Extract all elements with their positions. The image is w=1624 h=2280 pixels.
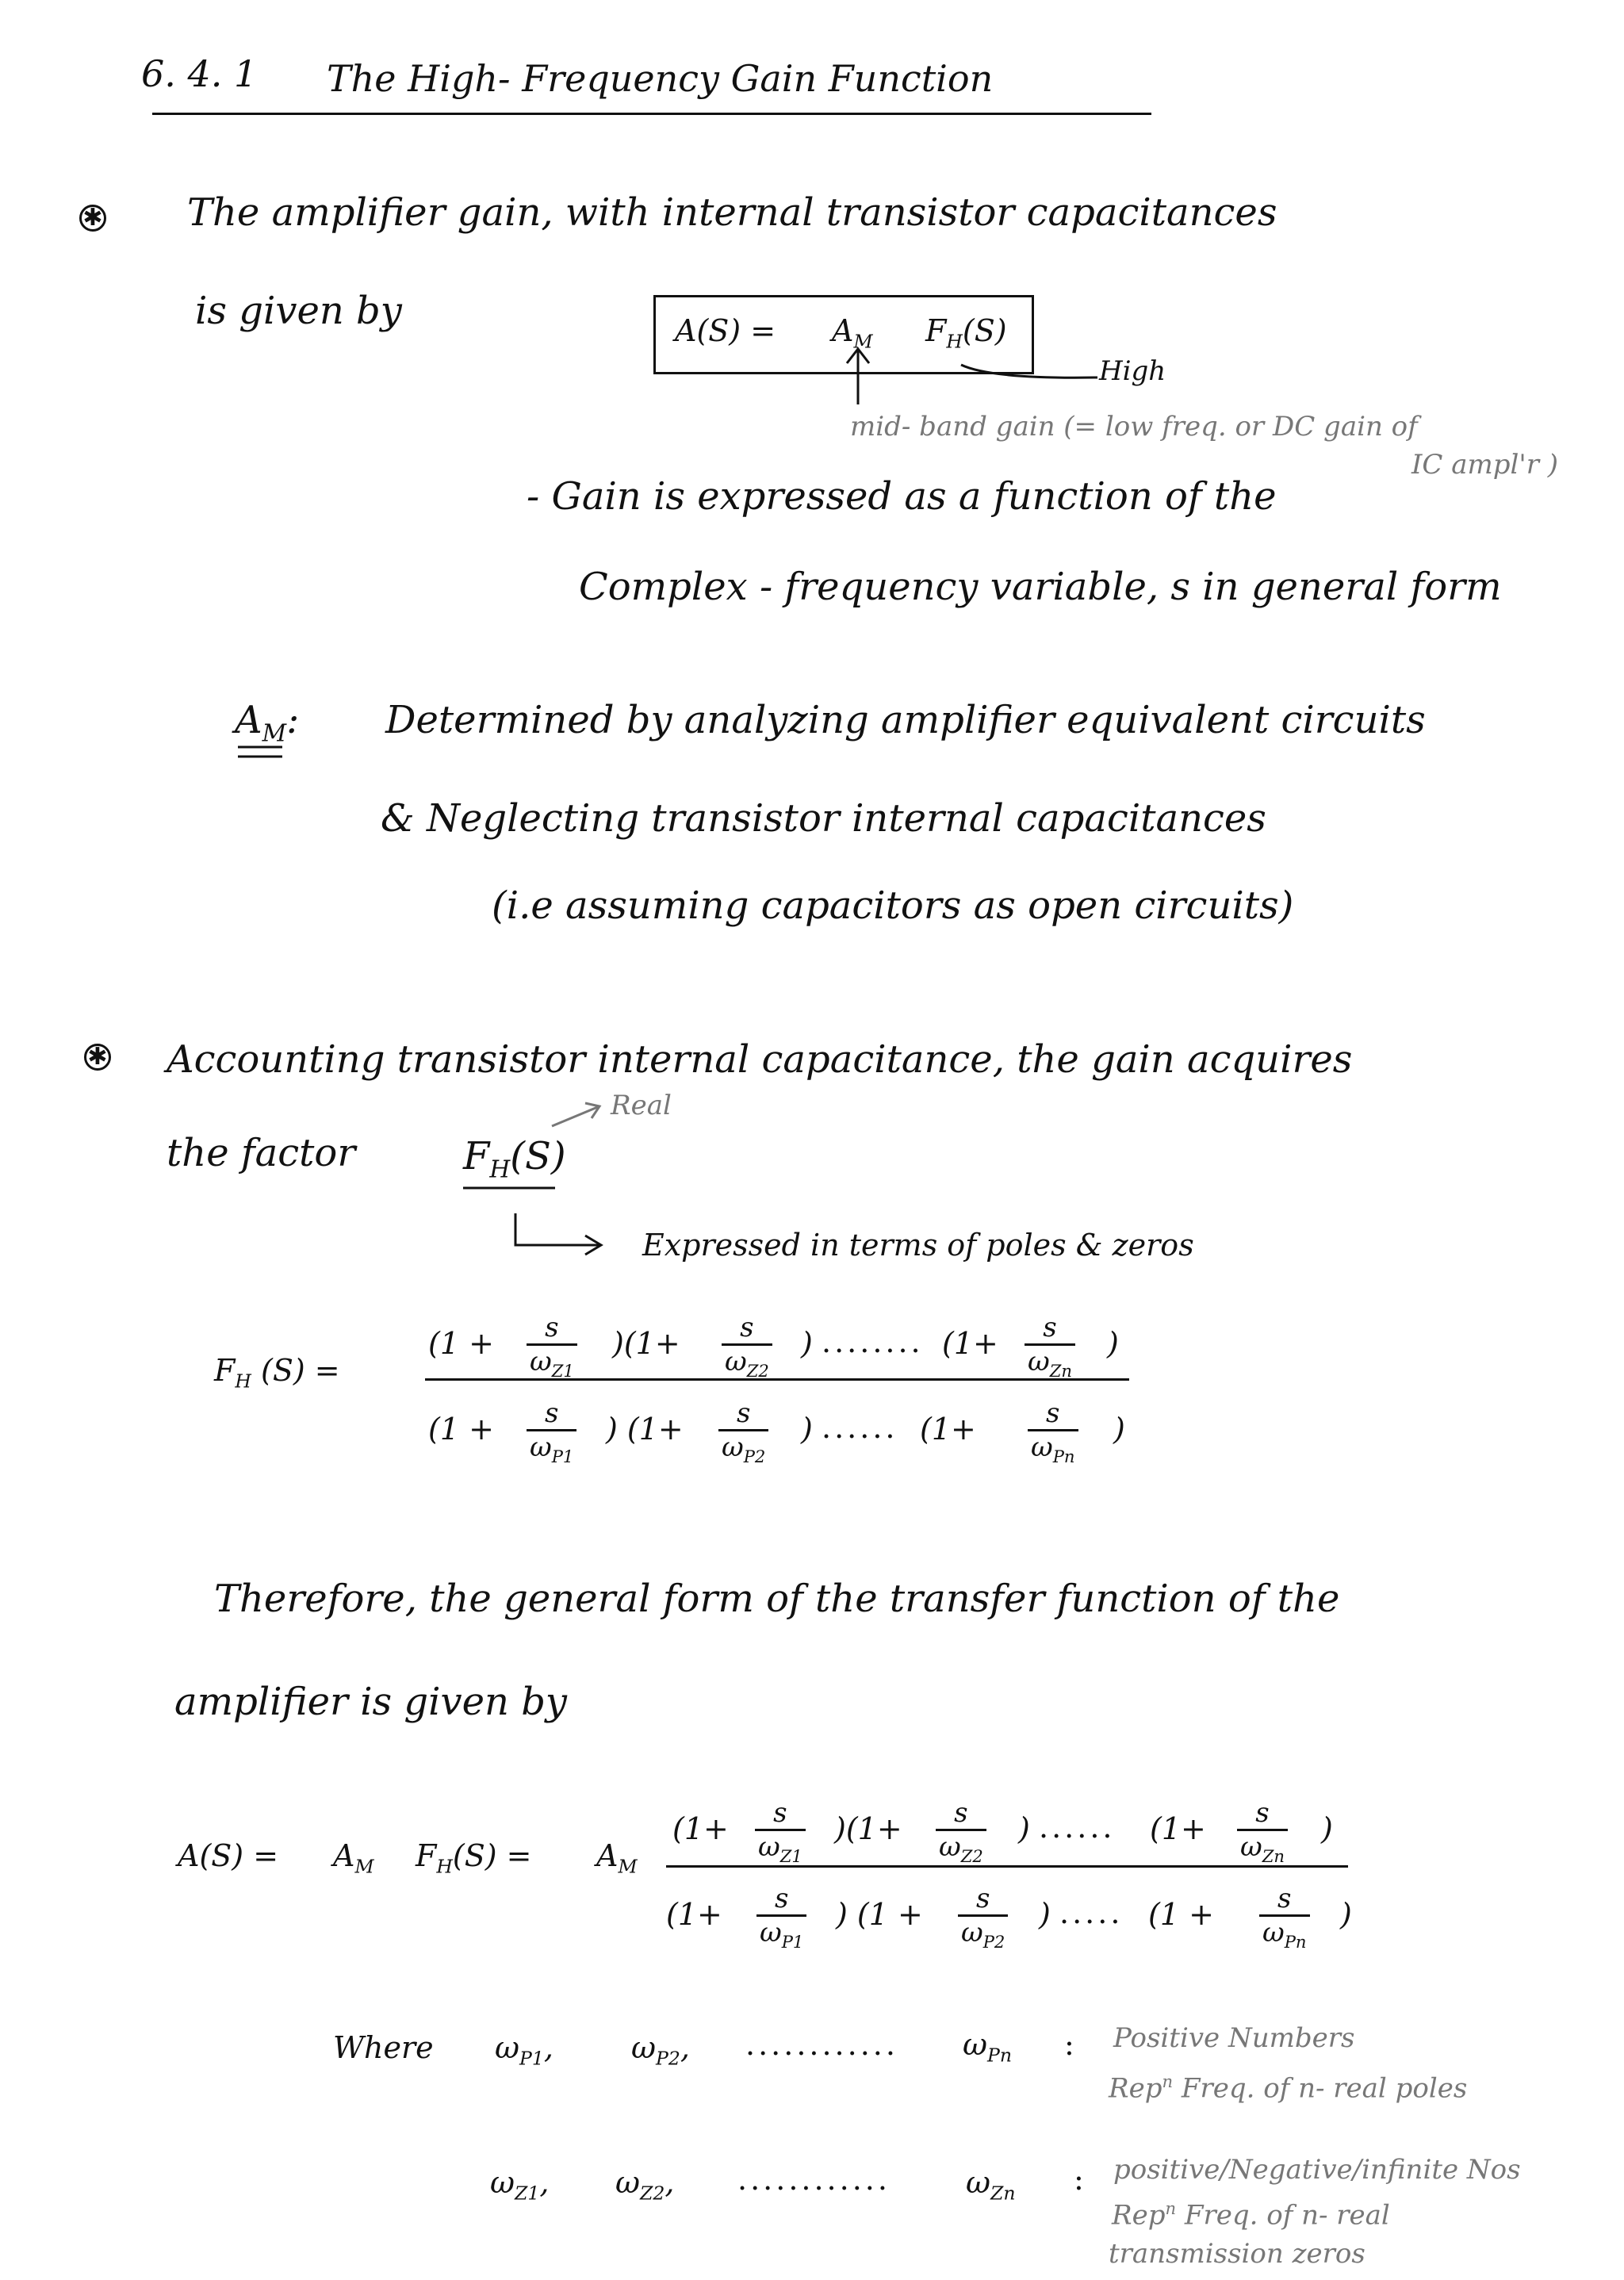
as-den-frac-2: $\frac{s}{\omega_{P2}}$ (958, 1883, 1008, 1952)
as-eq-am2: $A_M$ (596, 1838, 638, 1878)
as-num-factor-1: (1+ (672, 1811, 729, 1846)
as-num-factor-2: )(1+ (834, 1811, 902, 1846)
fh-num-close-3: ) (1107, 1326, 1119, 1361)
fh-den-close-3: ) (1113, 1412, 1125, 1447)
as-eq-fh: $F_H(S)$ = (416, 1838, 532, 1878)
as-num-close-3: ) (1321, 1811, 1333, 1846)
zero-2: $\omega_{Z2}$, (615, 2165, 675, 2205)
fh-den-factor-3: (1+ (920, 1412, 976, 1447)
pole-n: $\omega_{Pn}$ (963, 2027, 1013, 2067)
fh-num-factor-2: )(1+ (612, 1326, 680, 1361)
para1-line1: The amplifier gain, with internal transistor capacitances (187, 190, 1277, 235)
zeros-dots: ............ (737, 2162, 891, 2197)
poles-dots: ............ (745, 2027, 898, 2062)
poles-colon: : (1064, 2027, 1074, 2062)
poles-note-2: Rep$^n$ Freq. of n- real poles (1109, 2071, 1468, 2105)
fh-den-close-2: ) (801, 1412, 813, 1447)
fh-den-factor-2: ) (1+ (606, 1412, 684, 1447)
zeros-note-2: Rep$^n$ Freq. of n- real (1112, 2198, 1390, 2232)
fh-num-dots: ........ (822, 1324, 924, 1359)
gain-bullet-line2: Complex - frequency variable, s in general form (579, 565, 1502, 609)
as-den-close-3: ) (1340, 1897, 1352, 1932)
as-den-frac-1: $\frac{s}{\omega_{P1}}$ (756, 1883, 806, 1952)
fh-num-factor-3: (1+ (942, 1326, 998, 1361)
zero-1: $\omega_{Z1}$, (490, 2165, 550, 2205)
as-num-dots: ...... (1039, 1810, 1116, 1845)
midband-note-line2: IC ampl'r ) (1411, 449, 1559, 481)
real-note: Real (611, 1090, 672, 1121)
as-num-factor-3: (1+ (1150, 1811, 1206, 1846)
as-num-close-2: ) (1018, 1811, 1030, 1846)
fh-num-frac-2: $\frac{s}{\omega_{Z2}}$ (722, 1312, 772, 1381)
high-note: High (1099, 355, 1166, 387)
para3-line2: amplifier is given by (174, 1680, 568, 1724)
asterisk-bullet-icon-2: ✱ (84, 1044, 111, 1071)
gain-bullet-line1: - Gain is expressed as a function of the (527, 474, 1277, 519)
fh-den-factor-1: (1 + (428, 1412, 494, 1447)
zeros-colon: : (1074, 2162, 1084, 2197)
fh-num-factor-1: (1 + (428, 1326, 494, 1361)
midband-note-line1: mid- band gain (= low freq. or DC gain of (850, 411, 1418, 443)
as-num-frac-2: $\frac{s}{\omega_{Z2}}$ (936, 1797, 986, 1866)
as-eq-lhs: A(S) = (178, 1838, 279, 1873)
para1-line2: is given by (195, 289, 402, 333)
box-fh: $F_H(S)$ (925, 313, 1007, 353)
as-den-factor-2: ) (1 + (836, 1897, 923, 1932)
poles-note-1: Positive Numbers (1113, 2022, 1355, 2054)
as-den-close-2: ) (1039, 1897, 1051, 1932)
fh-num-frac-1: $\frac{s}{\omega_{Z1}}$ (527, 1312, 577, 1381)
fh-den-frac-2: $\frac{s}{\omega_{P2}}$ (718, 1397, 768, 1466)
para2-line1: Accounting transistor internal capacitance, the gain acquires (167, 1037, 1353, 1082)
fh-den-frac-1: $\frac{s}{\omega_{P1}}$ (527, 1397, 576, 1466)
as-num-frac-3: s $\omega_{Zn}$ (1237, 1797, 1288, 1866)
para2-prefix: the factor (167, 1131, 356, 1175)
zeros-note-3: transmission zeros (1109, 2238, 1365, 2270)
am-def-line2: & Neglecting transistor internal capacitances (381, 796, 1266, 841)
pole-1: $\omega_{P1}$, (495, 2030, 553, 2070)
as-den-factor-3: (1 + (1148, 1897, 1214, 1932)
fh-den-frac-3: s $\omega_{Pn}$ (1028, 1397, 1078, 1466)
box-am: $A_M$ (832, 313, 873, 353)
fh-den-dots: ...... (822, 1410, 898, 1445)
expressed-note: Expressed in terms of poles & zeros (642, 1228, 1194, 1263)
fh-num-frac-3: s $\omega_{Zn}$ (1025, 1312, 1075, 1381)
fh-num-close-2: ) (801, 1326, 813, 1361)
para3-line1: Therefore, the general form of the transfer function of the (214, 1577, 1340, 1621)
fh-eq-lhs: $F_H$ (S) = (214, 1353, 340, 1393)
am-label: $A_M$: (235, 698, 300, 748)
para2-fh: $F_H(S)$ (463, 1134, 566, 1184)
zero-n: $\omega_{Zn}$ (966, 2165, 1016, 2205)
as-den-frac-3: s $\omega_{Pn}$ (1259, 1883, 1310, 1952)
as-den-factor-1: (1+ (666, 1897, 722, 1932)
box-lhs: A(S) = (675, 313, 776, 348)
section-number: 6. 4. 1 (141, 52, 258, 95)
am-def-line3: (i.e assuming capacitors as open circuits) (492, 883, 1294, 928)
where-label: Where (333, 2030, 434, 2065)
pole-2: $\omega_{P2}$, (631, 2030, 690, 2070)
as-eq-am: $A_M$ (333, 1838, 374, 1878)
section-title: The High- Frequency Gain Function (327, 57, 994, 100)
am-def-line1: Determined by analyzing amplifier equivalent circuits (385, 698, 1426, 742)
as-den-dots: ..... (1059, 1895, 1124, 1930)
as-num-frac-1: $\frac{s}{\omega_{Z1}}$ (755, 1797, 806, 1866)
asterisk-bullet-icon: ✱ (79, 205, 106, 232)
zeros-note-1: positive/Negative/infinite Nos (1113, 2154, 1521, 2186)
